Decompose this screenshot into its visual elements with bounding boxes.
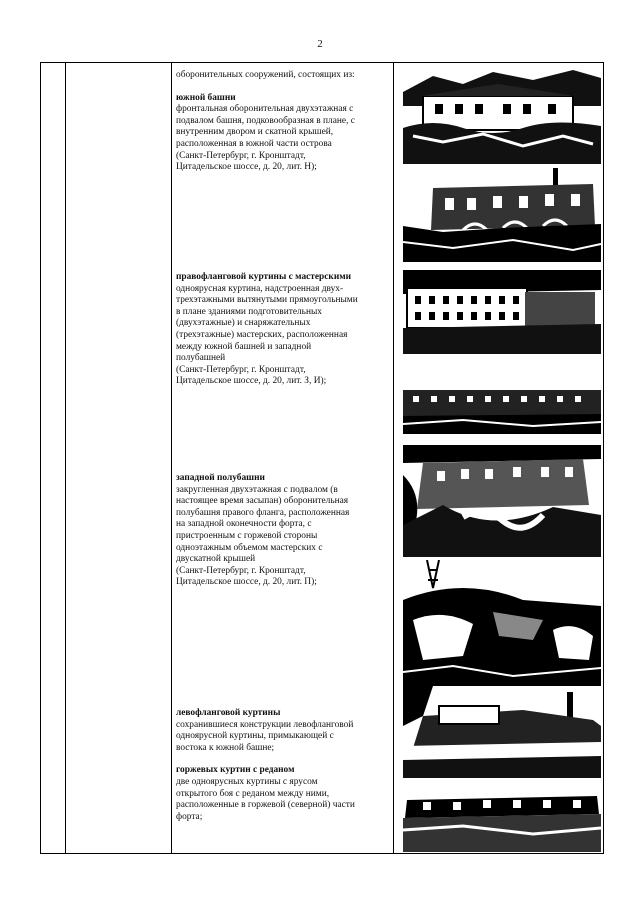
photo-west-halftower-1 <box>403 445 601 557</box>
description-line: расположенные в горжевой (северной) части <box>176 800 355 811</box>
section-title: западной полубашни <box>176 473 265 483</box>
description-south-tower <box>176 70 396 174</box>
description-line: двускатной крышей <box>176 554 256 565</box>
description-left-curtain <box>176 708 396 823</box>
section-title: правофланговой куртины с мастерскими <box>176 272 352 282</box>
column-divider-2 <box>171 63 172 853</box>
description-line: закругленная двухэтажная с подвалом (в <box>176 484 338 495</box>
section-title: левофланговой куртины <box>176 708 281 718</box>
description-west-halftower <box>176 473 396 589</box>
description-line: (Санкт-Петербург, г. Кронштадт, <box>176 364 306 375</box>
description-line: настоящее время засыпан) оборонительная <box>176 496 349 507</box>
description-line: Цитадельское шоссе, д. 20, лит. З, И); <box>176 376 327 387</box>
description-line: одноярусной куртины, примыкающей с <box>176 731 334 742</box>
description-right-curtain <box>176 272 396 388</box>
description-line: внутренним двором и скатной крышей, <box>176 127 334 138</box>
description-line: востока к южной башне; <box>176 742 275 753</box>
description-line: одноэтажным объемом мастерских с <box>176 542 323 553</box>
description-line: полубашней <box>176 353 226 364</box>
description-line: (двухэтажные) и снаряжательных <box>176 318 311 329</box>
photo-right-curtain-2 <box>403 376 601 434</box>
photo-gorge-curtains <box>403 786 601 852</box>
section-title: горжевых куртин с реданом <box>176 765 295 776</box>
photo-south-tower-2 <box>403 166 601 262</box>
description-line: трехэтажными вытянутыми прямоугольными <box>176 295 358 306</box>
description-line: одноярусная куртина, надстроенная двух- <box>176 283 344 294</box>
description-line: открытого боя с реданом между ними, <box>176 788 330 799</box>
description-line: расположенная в южной части острова <box>176 138 332 149</box>
photo-west-halftower-2 <box>403 560 601 694</box>
description-line: сохранившиеся конструкции левофланговой <box>176 719 354 730</box>
description-line: Цитадельское шоссе, д. 20, лит. П); <box>176 577 317 588</box>
description-line: подвалом башня, подковообразная в плане, с <box>176 115 355 126</box>
photo-south-tower-1 <box>403 66 601 164</box>
column-divider-1 <box>65 63 66 853</box>
photo-left-curtain <box>403 686 601 778</box>
intro-text: оборонительных сооружений, состоящих из: <box>176 70 355 80</box>
description-line: (Санкт-Петербург, г. Кронштадт, <box>176 150 306 161</box>
description-line: (Санкт-Петербург, г. Кронштадт, <box>176 565 306 576</box>
description-line: на западной оконечности форта, с <box>176 519 312 530</box>
section-title: южной башни <box>176 92 236 103</box>
description-line: (трехэтажные) мастерских, расположенная <box>176 329 348 340</box>
description-line: в плане зданиями подготовительных <box>176 306 322 317</box>
page-number: 2 <box>317 38 323 50</box>
description-line: пристроенным с горжевой стороны <box>176 530 318 541</box>
description-line: Цитадельское шоссе, д. 20, лит. Н); <box>176 162 317 173</box>
description-line: форта; <box>176 811 203 822</box>
description-line: полубашня правого фланга, расположенная <box>176 507 350 518</box>
description-line: две одноярусных куртины с ярусом <box>176 776 318 787</box>
description-line: фронтальная оборонительная двухэтажная с <box>176 104 354 115</box>
photo-right-curtain-1 <box>403 270 601 354</box>
description-line: между южной башней и западной <box>176 341 312 352</box>
